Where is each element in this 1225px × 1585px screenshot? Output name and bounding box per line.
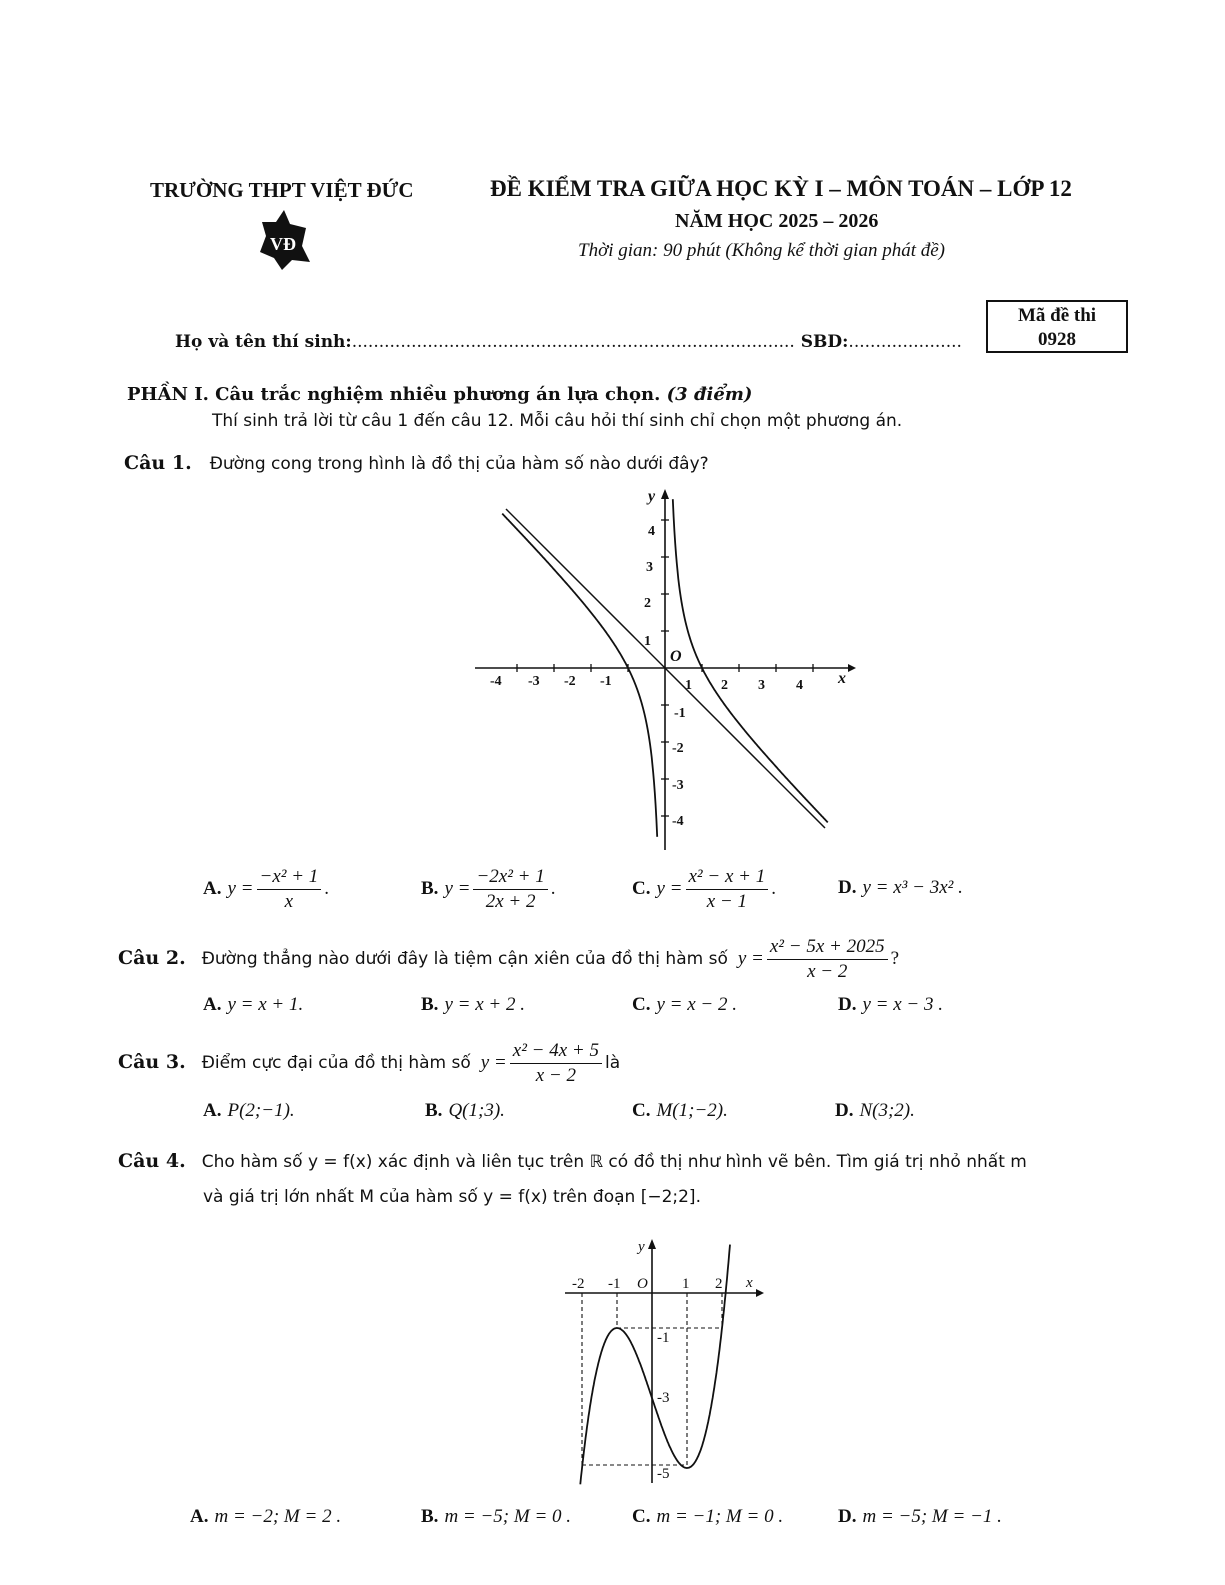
- x-tick-label: 4: [796, 678, 803, 693]
- frac-den: x − 1: [706, 891, 747, 912]
- frac-num: x² − x + 1: [686, 866, 769, 890]
- x-tick-label: 2: [715, 1276, 723, 1292]
- question-4: [118, 1150, 1027, 1172]
- q1-option-d[interactable]: [838, 877, 963, 899]
- option-letter: C.: [632, 877, 651, 899]
- part-instruction: Thí sinh trả lời từ câu 1 đến câu 12. Mỗi câu hỏi thí sinh chỉ chọn một phương án.: [212, 411, 903, 431]
- origin-label: O: [670, 648, 682, 665]
- y-tick-label: -1: [674, 706, 686, 721]
- question-label: Câu 2.: [118, 946, 186, 969]
- option-letter: B.: [421, 1506, 439, 1527]
- x-tick-label: -2: [564, 674, 576, 689]
- y-axis-arrow: [661, 489, 669, 499]
- frac-den: x: [284, 891, 294, 912]
- frac-num: x² − 4x + 5: [510, 1040, 602, 1064]
- x-tick-label: -2: [572, 1276, 585, 1292]
- x-axis-label: x: [838, 670, 846, 687]
- question-text: Đường thẳng nào dưới đây là tiệm cận xiên của đồ thị hàm số: [201, 948, 728, 969]
- exam-code-value: 0928: [1038, 329, 1076, 350]
- option-expr: m = −5; M = −1 .: [862, 1506, 1002, 1527]
- y-axis-label: y: [638, 1239, 645, 1255]
- option-expr: y = x + 1.: [227, 994, 304, 1015]
- q1-option-b[interactable]: [421, 866, 555, 913]
- question-1: [124, 452, 709, 474]
- y-tick-label: -3: [657, 1390, 670, 1406]
- x-axis-arrow: [756, 1289, 764, 1297]
- q4-option-d[interactable]: [838, 1506, 1002, 1528]
- option-expr: M(1;−2).: [656, 1100, 728, 1121]
- x-tick-label: -4: [490, 674, 502, 689]
- question-label: Câu 1.: [124, 452, 192, 474]
- option-letter: A.: [190, 1506, 209, 1527]
- x-tick-label: -1: [600, 674, 612, 689]
- x-tick-label: 2: [721, 678, 728, 693]
- exam-title: ĐỀ KIỂM TRA GIỮA HỌC KỲ I – MÔN TOÁN – LỚP 12: [490, 176, 1072, 201]
- frac-den: 2x + 2: [485, 891, 536, 912]
- q2-option-a[interactable]: [203, 994, 303, 1016]
- y-tick-label: -1: [657, 1330, 670, 1346]
- option-expr: Q(1;3).: [448, 1100, 505, 1121]
- y-tick-label: -2: [672, 741, 684, 756]
- y-tick-label: -4: [672, 814, 684, 829]
- option-expr: m = −1; M = 0 .: [656, 1506, 784, 1527]
- option-prefix: y =: [656, 877, 683, 899]
- logo-text: VĐ: [270, 234, 296, 254]
- student-name-label: Họ và tên thí sinh:: [175, 332, 352, 352]
- option-letter: B.: [421, 877, 439, 899]
- q2-option-d[interactable]: [838, 994, 943, 1016]
- question-text: Điểm cực đại của đồ thị hàm số: [201, 1052, 471, 1073]
- x-tick-label: -3: [528, 674, 540, 689]
- exam-code-label: Mã đề thi: [1017, 305, 1097, 326]
- option-expr: P(2;−1).: [227, 1100, 295, 1121]
- sbd-field[interactable]: .....................: [848, 332, 962, 352]
- question-text-line1: Cho hàm số y = f(x) xác định và liên tục trên ℝ có đồ thị như hình vẽ bên. Tìm giá trị nhỏ nhất m: [201, 1152, 1027, 1172]
- x-tick-label: 3: [758, 678, 765, 693]
- expr-suffix: ?: [890, 947, 900, 969]
- option-expr: y = x³ − 3x² .: [862, 877, 963, 898]
- exam-code-box: [986, 300, 1128, 353]
- option-letter: D.: [838, 994, 857, 1015]
- question-3: [118, 1040, 620, 1087]
- origin-label: O: [637, 1276, 648, 1292]
- q2-option-b[interactable]: [421, 994, 525, 1016]
- option-letter: C.: [632, 1100, 651, 1121]
- question-2: [118, 936, 899, 983]
- q4-graph: [560, 1235, 770, 1490]
- question-text: Đường cong trong hình là đồ thị của hàm số nào dưới đây?: [209, 454, 709, 474]
- question-label: Câu 4.: [118, 1150, 186, 1172]
- option-letter: A.: [203, 877, 222, 899]
- student-name-field[interactable]: ..................................................................................: [351, 332, 795, 352]
- option-letter: D.: [835, 1100, 854, 1121]
- student-info-line: [175, 332, 962, 352]
- option-expr: m = −2; M = 2 .: [214, 1506, 342, 1527]
- x-tick-label: 1: [685, 678, 692, 693]
- option-letter: B.: [421, 994, 439, 1015]
- option-expr: y = x − 2 .: [656, 994, 737, 1015]
- option-expr: m = −5; M = 0 .: [444, 1506, 572, 1527]
- x-axis-label: x: [746, 1275, 753, 1291]
- q1-option-a[interactable]: [203, 866, 329, 913]
- question-text-line2: và giá trị lớn nhất M của hàm số y = f(x) trên đoạn [−2;2].: [203, 1187, 701, 1207]
- option-expr: N(3;2).: [859, 1100, 915, 1121]
- x-tick-label: 1: [682, 1276, 690, 1292]
- part-title-text: PHẦN I. Câu trắc nghiệm nhiều phương án lựa chọn.: [127, 384, 661, 405]
- q4-option-c[interactable]: [632, 1506, 783, 1528]
- frac-num: x² − 5x + 2025: [767, 936, 888, 960]
- y-tick-label: 4: [648, 524, 655, 539]
- frac-num: −x² + 1: [257, 866, 322, 890]
- y-tick-label: 3: [646, 560, 653, 575]
- y-tick-label: -5: [657, 1466, 670, 1482]
- option-letter: C.: [632, 994, 651, 1015]
- q4-option-a[interactable]: [190, 1506, 341, 1528]
- q4-option-b[interactable]: [421, 1506, 571, 1528]
- option-suffix: .: [771, 877, 776, 899]
- expr-prefix: y =: [480, 1051, 507, 1073]
- q1-option-c[interactable]: [632, 866, 776, 913]
- cubic-curve: [580, 1245, 730, 1485]
- q1-graph: [470, 485, 860, 855]
- curve-left-branch: [502, 514, 657, 837]
- part-points: (3 điểm): [666, 384, 753, 405]
- y-tick-label: -3: [672, 778, 684, 793]
- option-letter: A.: [203, 1100, 222, 1121]
- school-logo: [256, 206, 314, 272]
- q3-option-c[interactable]: [632, 1100, 728, 1122]
- option-letter: D.: [838, 1506, 857, 1527]
- q3-option-d[interactable]: [835, 1100, 915, 1122]
- option-letter: B.: [425, 1100, 443, 1121]
- expr-prefix: y =: [737, 947, 764, 969]
- x-tick-label: -1: [608, 1276, 621, 1292]
- part-title: [127, 384, 752, 405]
- option-letter: C.: [632, 1506, 651, 1527]
- q3-option-a[interactable]: [203, 1100, 295, 1122]
- option-expr: y = x − 3 .: [862, 994, 943, 1015]
- option-prefix: y =: [227, 877, 254, 899]
- question-label: Câu 3.: [118, 1050, 186, 1073]
- y-axis-arrow: [648, 1239, 656, 1249]
- school-name: TRƯỜNG THPT VIỆT ĐỨC: [150, 178, 414, 202]
- option-suffix: .: [324, 877, 330, 899]
- school-year: NĂM HỌC 2025 – 2026: [675, 210, 879, 232]
- option-expr: y = x + 2 .: [444, 994, 525, 1015]
- y-tick-label: 1: [644, 634, 651, 649]
- sbd-label: SBD:: [800, 332, 849, 352]
- frac-num: −2x² + 1: [473, 866, 547, 890]
- frac-den: x − 2: [807, 961, 848, 982]
- q2-option-c[interactable]: [632, 994, 737, 1016]
- exam-duration: Thời gian: 90 phút (Không kể thời gian phát đề): [578, 240, 946, 261]
- expr-suffix: là: [604, 1052, 621, 1073]
- option-prefix: y =: [444, 877, 471, 899]
- y-axis-label: y: [648, 488, 656, 505]
- x-axis-arrow: [848, 664, 856, 672]
- frac-den: x − 2: [535, 1065, 576, 1086]
- curve-right-branch: [673, 499, 828, 822]
- option-letter: D.: [838, 877, 857, 898]
- q3-option-b[interactable]: [425, 1100, 505, 1122]
- option-suffix: .: [550, 877, 556, 899]
- y-tick-label: 2: [644, 596, 651, 611]
- option-letter: A.: [203, 994, 222, 1015]
